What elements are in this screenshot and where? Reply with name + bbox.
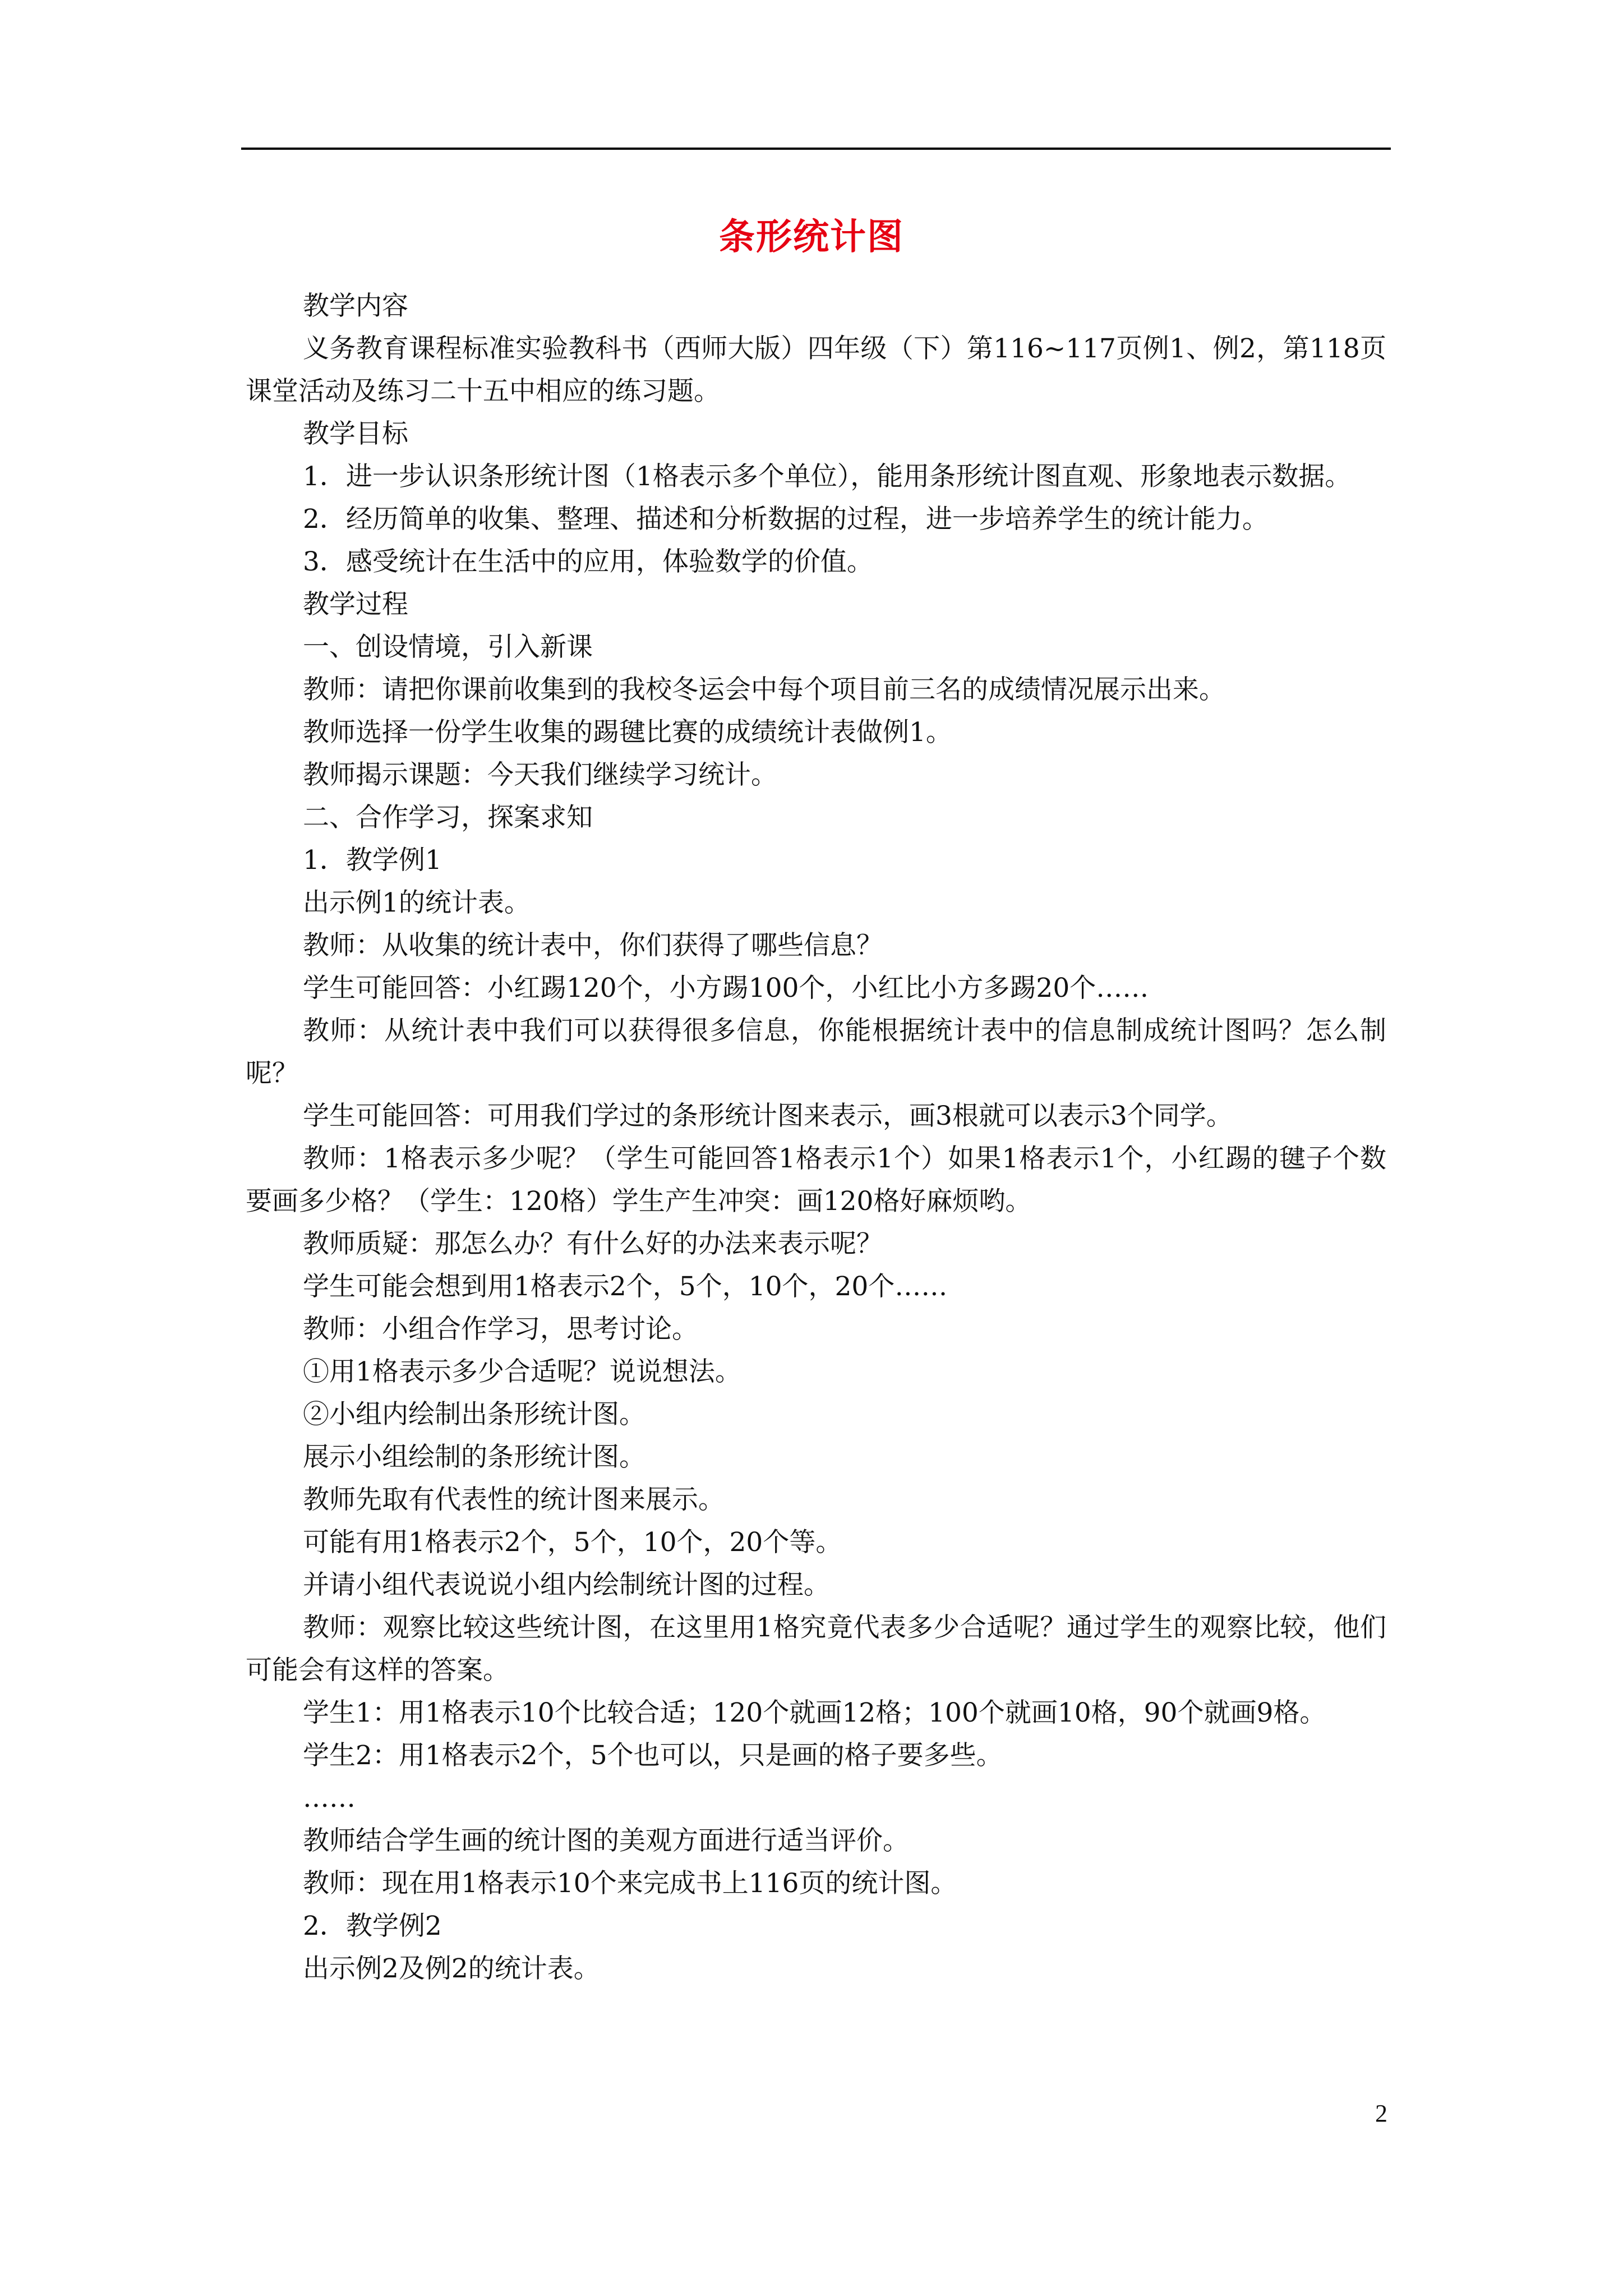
paragraph: 教师：从统计表中我们可以获得很多信息，你能根据统计表中的信息制成统计图吗？怎么制呢？ — [246, 1015, 1386, 1089]
paragraph: 教师先取有代表性的统计图来展示。 — [303, 1484, 725, 1515]
paragraph: 教师：请把你课前收集到的我校冬运会中每个项目前三名的成绩情况展示出来。 — [303, 674, 1225, 705]
paragraph: 出示例1的统计表。 — [303, 887, 531, 918]
paragraph: 教师：从收集的统计表中，你们获得了哪些信息？ — [303, 930, 883, 961]
paragraph: 教师结合学生画的统计图的美观方面进行适当评价。 — [303, 1825, 909, 1856]
document-body — [246, 285, 1386, 1990]
paragraph: 教学目标 — [303, 418, 408, 449]
page-number: 2 — [1375, 2100, 1387, 2127]
paragraph: 教师选择一份学生收集的踢毽比赛的成绩统计表做例1。 — [303, 717, 952, 748]
paragraph: …… — [303, 1783, 356, 1814]
paragraph: 2．教学例2 — [303, 1911, 442, 1941]
document-title: 条形统计图 — [719, 216, 904, 258]
paragraph: 教师：观察比较这些统计图，在这里用1格究竟代表多少合适呢？通过学生的观察比较，他们可能会有这样的答案。 — [246, 1612, 1386, 1686]
paragraph: 2．经历简单的收集、整理、描述和分析数据的过程，进一步培养学生的统计能力。 — [303, 504, 1269, 535]
paragraph: 展示小组绘制的条形统计图。 — [303, 1442, 645, 1473]
paragraph: 3．感受统计在生活中的应用，体验数学的价值。 — [303, 546, 873, 577]
paragraph: 可能有用1格表示2个，5个，10个，20个等。 — [303, 1527, 842, 1558]
paragraph: 学生1：用1格表示10个比较合适；120个就画12格；100个就画10格，90个就画9格。 — [303, 1697, 1326, 1728]
paragraph: ①用1格表示多少合适呢？说说想法。 — [303, 1356, 741, 1387]
paragraph: ②小组内绘制出条形统计图。 — [303, 1399, 645, 1430]
paragraph: 教学过程 — [303, 589, 408, 620]
paragraph: 学生可能回答：小红踢120个，小方踢100个，小红比小方多踢20个…… — [303, 973, 1149, 1004]
paragraph: 义务教育课程标准实验教科书（西师大版）四年级（下）第116~117页例1、例2，第118页课堂活动及练习二十五中相应的练习题。 — [246, 333, 1386, 407]
paragraph: 学生2：用1格表示2个，5个也可以，只是画的格子要多些。 — [303, 1740, 1003, 1771]
paragraph: 1．进一步认识条形统计图（1格表示多个单位），能用条形统计图直观、形象地表示数据。 — [303, 461, 1352, 492]
header-rule — [241, 148, 1391, 150]
paragraph: 学生可能会想到用1格表示2个，5个，10个，20个…… — [303, 1271, 948, 1302]
paragraph: 教师揭示课题：今天我们继续学习统计。 — [303, 760, 777, 790]
paragraph: 并请小组代表说说小组内绘制统计图的过程。 — [303, 1570, 830, 1600]
paragraph: 教师：1格表示多少呢？（学生可能回答1格表示1个）如果1格表示1个，小红踢的毽子个数要画多少格？（学生：120格）学生产生冲突：画120格好麻烦哟。 — [246, 1143, 1386, 1217]
paragraph: 教师：现在用1格表示10个来完成书上116页的统计图。 — [303, 1868, 957, 1899]
paragraph: 学生可能回答：可用我们学过的条形统计图来表示，画3根就可以表示3个同学。 — [303, 1101, 1233, 1131]
paragraph: 1．教学例1 — [303, 845, 442, 876]
paragraph: 教师：小组合作学习，思考讨论。 — [303, 1314, 698, 1345]
paragraph: 二、合作学习，探案求知 — [303, 802, 593, 833]
paragraph: 出示例2及例2的统计表。 — [303, 1953, 600, 1984]
paragraph: 一、创设情境，引入新课 — [303, 632, 593, 662]
paragraph: 教师质疑：那怎么办？有什么好的办法来表示呢？ — [303, 1228, 883, 1259]
paragraph: 教学内容 — [303, 291, 408, 321]
